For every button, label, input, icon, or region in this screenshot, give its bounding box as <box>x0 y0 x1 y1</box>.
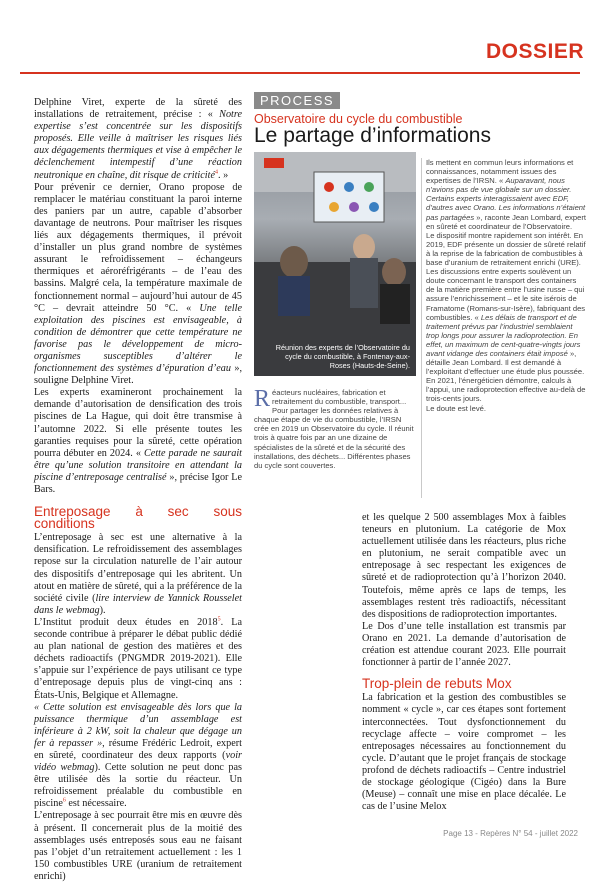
meeting-photo <box>254 152 416 376</box>
footnote-ref[interactable]: 6 <box>62 797 66 804</box>
paragraph: L’entreposage à sec pourrait être mis en œuvre dès à présent. Il concernerait plus de la moitié des assemblages usés entreposés sous eau ne faisant pas l’objet d’un retraitement actuellement : les 1 150 combustibles URE (uranium de retraitement enrichi) <box>34 810 242 882</box>
quote-run: Les délais de transport et de traitement prévus par l’industriel semblaient trop longs pour assurer la radioprotection. En effet, un maximum de cent-quatre-vingts jours avant vidange des containers était imposé <box>426 312 581 358</box>
footnote-ref[interactable]: 5 <box>217 616 221 623</box>
paragraph <box>34 617 242 702</box>
quote-run: « Cette solution est envisageable dès lors que la puissance thermique d’un assemblage est inférieure à 2 kW, soit la chaleur que dégage un fer à repasser » <box>34 701 242 749</box>
page-footer: Page 13 - Repères N° 54 - juillet 2022 <box>443 829 578 838</box>
text-run: Les experts examineront prochainement la demande d’autorisation de densification des trois piscines de La Hague, qui doit être transmise à l’automne 2022. Si elle présente toutes les garanties requises pour la sûreté, cette opération pourra débuter en 2024. « <box>34 387 242 459</box>
photo-caption: Réunion des experts de l’Observatoire du cycle du combustible, à Fontenay-aux-Roses (Hauts-de-Seine). <box>275 343 410 370</box>
text-run: », souligne Delphine Viret. <box>34 363 242 387</box>
box-lead-text <box>254 388 418 470</box>
text-run: . La seconde contribue à préparer le débat public dédié au plan national de gestion des matières et des déchets radioactifs (PNGMDR 2019-2021). Elle s’appuie sur l’expérience de pays utilisant ce type d’entreposage depuis plus de vingt-cinq ans : États-Unis, Belgique et Allemagne. <box>34 616 243 701</box>
section-heading: Trop-plein de rebuts Mox <box>362 676 512 692</box>
paragraph <box>34 387 242 496</box>
paragraph: La fabrication et la gestion des combustibles se nomment « cycle », car ces étapes sont fortement interconnectées. Tout dysfonctionnement du recyclage affecte – voire compromet – les entreposages nécessaires au fonctionnement du cycle. D’autant que le projet français de stockage profond de déchets radioactifs – Centre industriel de stockage géologique (Cigéo) dans la Bure (Meuse) – connaît une mise en place décalée. Le cas de l’usine Melox <box>362 692 566 813</box>
video-link[interactable]: voir vidéo webmag <box>34 749 242 774</box>
text-run: Ils mettent en commun leurs informations et connaissances, notamment issues des expertises de l’IRSN. « <box>426 158 574 186</box>
paragraph: et les quelque 2 500 assemblages Mox à faibles teneurs en plutonium. La catégorie de Mox actuellement utilisée dans les réacteurs, plus riche en plutonium, ne serait compatible avec un entreposage à sec respectant les exigences de sûreté et de radioprotection qu’à l’horizon 2040. Toutefois, même après ce laps de temps, les assemblages restent très radioactifs, nécessitant des dispositions de radioprotection importantes. <box>362 512 566 620</box>
section-title: DOSSIER <box>485 40 584 63</box>
text-run: ). <box>99 604 106 616</box>
column-left <box>34 97 242 883</box>
text-run: », détaille Jean Lombard. Il est demandé à l’exploitant d’effectuer une étude plus poussée. <box>426 348 585 377</box>
quote-run: Auparavant, nous n’avions pas de vue globale sur un dossier. Certains experts interagissaient avec EDF, d’autres avec Orano. Les informations n’étaient pas partagées <box>426 176 586 222</box>
text-run: », raconte Jean Lombard, expert en sûreté et coordinateur de l’Observatoire. <box>426 212 587 231</box>
text-run: est nécessaire. <box>65 798 127 810</box>
paragraph: En 2021, l’énergéticien démontre, calculs à l’appui, une radioprotection effective au-delà de trois-cents jours. <box>426 376 586 404</box>
text-run: L’Institut produit deux études en 2018 <box>34 616 218 628</box>
text-run: », précise Igor Le Bars. <box>34 471 242 495</box>
text-run: Delphine Viret, experte de la sûreté des installations de retraitement, précise : « <box>34 97 242 121</box>
box-title: Le partage d’informations <box>254 124 491 147</box>
paragraph <box>34 182 242 388</box>
text-run: ). Cette solution ne peut donc pas être utilisée dès la sortie du réacteur. Un refroidissement préalable du combustible en piscine <box>34 762 242 810</box>
quote-run: Notre expertise s’est concentrée sur les dispositifs proposés. Elle veille à maîtriser les risques liés aux dégagements thermiques et vise à empêcher le déclenchement intempestif d’une réaction neutronique en chaîne, dit risque de criticité <box>34 109 242 181</box>
lead-paragraph: éacteurs nucléaires, fabrication et retraitement du combustible, transport... Pour partager les données relatives à chaque étape de vie du combustible, l’IRSN crée en 2019 un Observatoire du cycle. Il réunit trois à quatre fois par an une dizaine de spécialistes de la sûreté et de la sécurité des installations, des déchets... Différentes phases du cycle sont couvertes. <box>254 388 414 470</box>
paragraph: Le Dos d’une telle installation est transmis par Orano en 2021. La demande d’autorisation de création est attendue courant 2023. Elle pourrait fonctionner à partir de l’année 2027. <box>362 620 566 669</box>
text-run: Pour prévenir ce dernier, Orano propose de remplacer le matériau constituant la paroi interne des paniers par un autre, capable d’absorber davantage de neutrons. Pour maîtriser les risques liés aux dégagements thermiques, il prévoit d’installer un plus grand nombre de systèmes assurant le refroidissement – échangeurs thermiques et aéroréfrigérants – de l’eau des bassins. Malgré cela, la température maximale de fonctionnement normal – aujourd’hui autour de 45 °C – devrait atteindre 50 °C. « <box>34 181 242 314</box>
webmag-link[interactable]: lire interview de Yannick Rousselet dans le webmag <box>34 592 242 616</box>
text-run: , résume Frédéric Ledroit, expert en sûreté, coordinateur des deux rapports ( <box>34 737 242 761</box>
paragraph-intro <box>34 97 242 182</box>
quote-run: Une telle exploitation des piscines est envisageable, à condition de démontrer que cette température ne favorise pas le développement de micro-organismes susceptibles d’altérer le fonctionnement des systèmes d’épuration d’eau <box>34 302 242 375</box>
footnote-ref[interactable]: 4 <box>214 169 218 176</box>
text-run: Les discussions entre experts soulèvent un doute concernant le transport des containers de la matière première entre l’usine russe – qui assure l’enrichissement – et le site isérois de Framatome (Romans-sur-Isère), fabriquant des combustibles. « <box>426 267 586 322</box>
box-side-text <box>426 158 586 413</box>
paragraph: Le dispositif montre rapidement son intérêt. En 2019, EDF présente un dossier de sûreté relatif à la reprise de la fabrication de combustibles à base d’uranium de retraitement enrichi (URE). <box>426 230 586 268</box>
paragraph <box>34 702 242 811</box>
text-run: L’entreposage à sec est une alternative à la densification. Le refroidissement des assemblages repose sur la circulation naturelle de l’air autour des dispositifs d’entreposage qui les abritent. Un atout en matière de sûreté, qui a la préférence de la société civile ( <box>34 532 242 604</box>
text-run: . » <box>217 169 229 181</box>
paragraph <box>426 267 586 376</box>
section-heading: Entreposage à sec sous conditions <box>34 504 242 532</box>
paragraph: Le doute est levé. <box>426 403 486 413</box>
paragraph <box>34 532 242 617</box>
quote-run: Cette parade ne saurait être qu’une solution transitoire en attendant la piscine d’entreposage centralisé <box>34 447 242 483</box>
box-subtitle: Observatoire du cycle du combustible <box>254 112 463 126</box>
column-right <box>362 512 566 813</box>
process-label: PROCESS <box>254 92 340 109</box>
header-rule <box>20 72 580 74</box>
drop-cap: R <box>254 386 271 412</box>
column-divider <box>421 158 422 498</box>
paragraph <box>426 158 586 231</box>
